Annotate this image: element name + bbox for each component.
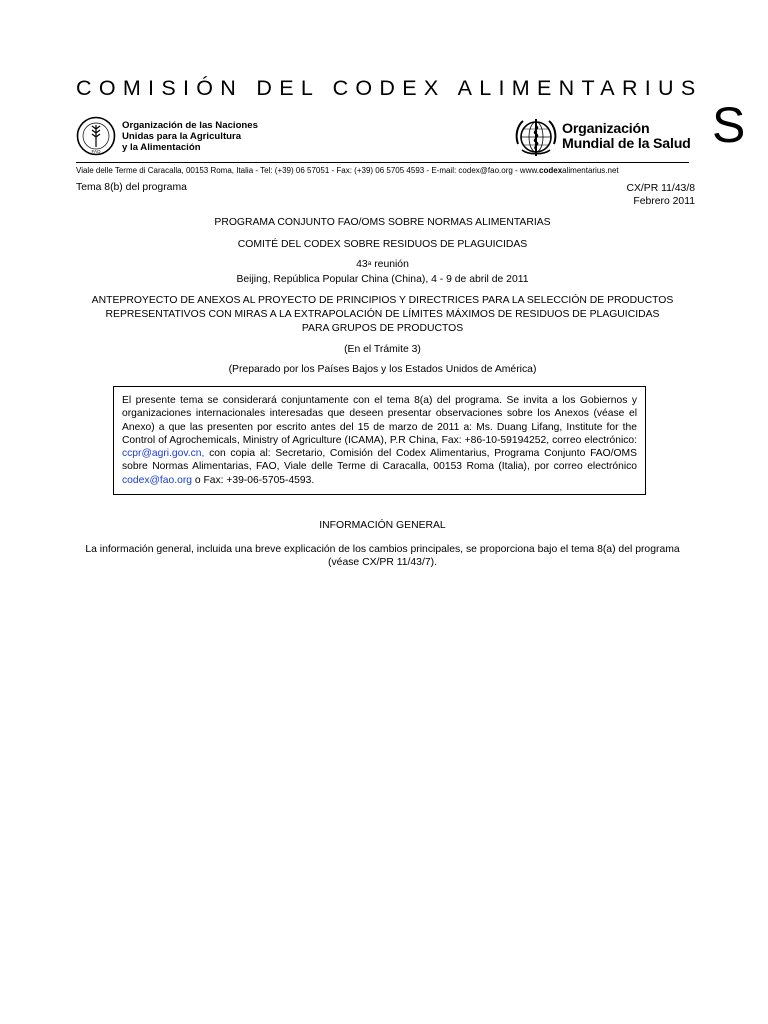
document-title <box>76 294 689 335</box>
step-note: (En el Trámite 3) <box>344 344 421 355</box>
fao-emblem-letters: FAO <box>91 149 101 154</box>
session-number: 43 <box>356 259 368 270</box>
general-info-heading: INFORMACIÓN GENERAL <box>319 520 446 531</box>
notice-text-3: o Fax: +39-06-5705-4593. <box>192 474 315 486</box>
notice-text-2: con copia al: Secretario, Comisión del Codex Alimentarius, Programa Conjunto FAO/OMS sobre Normas Alimentarias, FAO, Viale delle Terme di Caracalla, 00153 Roma (Italia), por correo electrónico <box>122 448 637 473</box>
fao-name-line-1: Organización de las Naciones <box>122 119 258 131</box>
ccpr-email-link[interactable]: ccpr@agri.gov.cn, <box>122 448 205 460</box>
notice-text-1: El presente tema se considerará conjuntamente con el tema 8(a) del programa. Se invita a los Gobiernos y organizaciones internacionales interesadas que deseen presentar observaciones sobre los Anexos (véase el Anexo) a que las presenten por escrito antes del 15 de marzo de 2011 a: Ms. Duang Lifang, Institute for the Control of Agrochemicals, Ministry of Agriculture (ICAMA), P.R China, Fax: +86-10-59194252, correo electrónico: <box>122 395 637 446</box>
who-name-line-2: Mundial de la Salud <box>562 136 691 152</box>
agenda-item: Tema 8(b) del programa <box>76 182 187 193</box>
general-info-body <box>76 543 689 569</box>
document-code: CX/PR 11/43/8 <box>626 183 695 194</box>
prepared-by: (Preparado por los Países Bajos y los Estados Unidos de América) <box>228 364 537 375</box>
session-line <box>76 258 689 271</box>
session-venue: Beijing, República Popular China (China), 4 - 9 de abril de 2011 <box>236 274 529 285</box>
committee-name: COMITÉ DEL CODEX SOBRE RESIDUOS DE PLAGUICIDAS <box>237 239 528 250</box>
document-reference <box>626 182 695 208</box>
fao-logo <box>76 116 258 156</box>
programme-name: PROGRAMA CONJUNTO FAO/OMS SOBRE NORMAS ALIMENTARIAS <box>214 217 551 228</box>
document-title-line-2: REPRESENTATIVOS CON MIRAS A LA EXTRAPOLACIÓN DE LÍMITES MÁXIMOS DE RESIDUOS DE PLAGUICIDAS <box>105 309 660 320</box>
masthead-title: COMISIÓN DEL CODEX ALIMENTARIUS <box>76 76 703 100</box>
who-logo <box>513 116 691 158</box>
fao-name-line-2: Unidas para la Agricultura <box>122 130 242 142</box>
address-website-bold: codex <box>539 166 563 175</box>
codex-email-link[interactable]: codex@fao.org <box>122 474 192 486</box>
who-emblem-icon <box>513 116 559 158</box>
document-title-line-1: ANTEPROYECTO DE ANEXOS AL PROYECTO DE PRINCIPIOS Y DIRECTRICES PARA LA SELECCIÓN DE PRODUCTOS <box>91 295 674 306</box>
fao-name-line-3: y la Alimentación <box>122 141 201 153</box>
general-info-line-1: La información general, incluida una breve explicación de los cambios principales, se proporciona bajo el tema 8(a) del programa <box>85 544 680 555</box>
address-text: Viale delle Terme di Caracalla, 00153 Roma, Italia - Tel: (+39) 06 57051 - Fax: (+39) 06 5705 4593 - E-mail: codex@fao.org - www. <box>76 166 540 175</box>
notice-box <box>113 386 646 495</box>
address-line <box>76 162 689 175</box>
address-website-suffix: alimentarius.net <box>562 166 619 175</box>
session-word: reunión <box>371 259 409 270</box>
fao-emblem-icon <box>76 116 116 156</box>
session-superscript: a <box>367 260 372 267</box>
general-info-line-2: (véase CX/PR 11/43/7). <box>328 557 437 568</box>
document-date: Febrero 2011 <box>633 196 695 207</box>
document-title-line-3: PARA GRUPOS DE PRODUCTOS <box>301 323 464 334</box>
who-name-line-1: Organización <box>562 121 650 137</box>
language-letter: S <box>712 97 746 153</box>
